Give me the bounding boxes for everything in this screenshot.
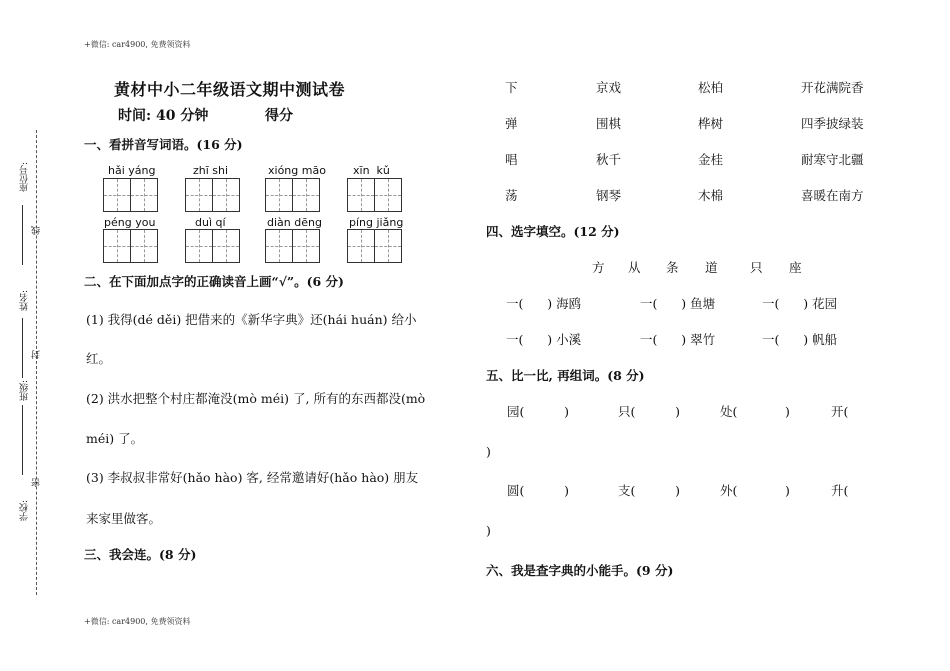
pinyin-5: péng you	[104, 216, 156, 229]
tianzige-6[interactable]	[185, 229, 239, 263]
tianzige-1[interactable]	[103, 178, 157, 212]
compare-2-2[interactable]: 支( )	[618, 483, 680, 498]
choice-2: 从	[628, 260, 641, 275]
match-a-2: 弹	[505, 116, 518, 131]
match-d-3: 耐寒守北疆	[801, 152, 864, 167]
section-4-heading: 四、选字填空。(12 分)	[486, 224, 620, 239]
choice-3: 条	[666, 260, 679, 275]
seat-label: 座位号:	[20, 162, 30, 193]
xian-label: 线	[32, 226, 42, 235]
fill-2-3[interactable]: 一( ) 帆船	[762, 332, 838, 347]
choice-6: 座	[789, 260, 802, 275]
tianzige-4[interactable]	[347, 178, 401, 212]
tianzige-5[interactable]	[103, 229, 157, 263]
choice-4: 道	[705, 260, 718, 275]
match-d-4: 喜暖在南方	[801, 188, 864, 203]
name-line	[22, 318, 24, 378]
match-c-4: 木棉	[698, 188, 724, 203]
match-b-2: 围棋	[596, 116, 622, 131]
class-label: 班级:	[20, 380, 30, 402]
pinyin-8: píng jiǎng	[349, 216, 404, 229]
match-a-1: 下	[505, 80, 518, 95]
watermark-top: +微信: car4900, 免费领资料	[84, 40, 191, 49]
tianzige-2[interactable]	[185, 178, 239, 212]
compare-2-4[interactable]: 升(	[831, 483, 849, 498]
choice-5: 只	[750, 260, 763, 275]
match-a-3: 唱	[505, 152, 518, 167]
fill-1-1[interactable]: 一( ) 海鸥	[506, 296, 582, 311]
match-d-1: 开花满院香	[801, 80, 864, 95]
match-c-1: 松柏	[698, 80, 724, 95]
choice-1: 方	[592, 260, 605, 275]
school-label: 学校:	[20, 500, 30, 522]
question-2-2-line2: méi) 了。	[86, 431, 144, 446]
binding-line	[36, 130, 37, 595]
tianzige-7[interactable]	[265, 229, 319, 263]
match-a-4: 荡	[505, 188, 518, 203]
feng-label: 封	[32, 350, 42, 359]
match-b-3: 秋千	[596, 152, 622, 167]
section-3-heading: 三、我会连。(8 分)	[84, 547, 197, 562]
time-label: 时间: 40 分钟	[118, 108, 209, 124]
fill-2-1[interactable]: 一( ) 小溪	[506, 332, 582, 347]
pinyin-2: zhī shi	[193, 164, 229, 177]
pinyin-3: xióng māo	[268, 164, 326, 177]
fill-2-2[interactable]: 一( ) 翠竹	[640, 332, 716, 347]
question-2-1-line2: 红。	[86, 351, 112, 366]
tianzige-3[interactable]	[265, 178, 319, 212]
question-2-2-line1: (2) 洪水把整个村庄都淹没(mò méi) 了, 所有的东西都没(mò	[86, 391, 426, 406]
pinyin-6: duì qí	[195, 216, 226, 229]
compare-2-tail: )	[486, 523, 491, 538]
compare-1-1[interactable]: 园( )	[507, 404, 569, 419]
match-d-2: 四季披绿装	[801, 116, 864, 131]
fill-1-3[interactable]: 一( ) 花园	[762, 296, 838, 311]
compare-2-1[interactable]: 圆( )	[507, 483, 569, 498]
page-title: 黄材中小二年级语文期中测试卷	[114, 80, 346, 99]
match-c-3: 金桂	[698, 152, 724, 167]
pinyin-4: xīn kǔ	[353, 164, 390, 177]
compare-1-4[interactable]: 开(	[831, 404, 849, 419]
match-c-2: 桦树	[698, 116, 724, 131]
class-line	[22, 405, 24, 475]
pinyin-7: diàn dēng	[267, 216, 322, 229]
section-1-heading: 一、看拼音写词语。(16 分)	[84, 137, 243, 152]
fill-1-2[interactable]: 一( ) 鱼塘	[640, 296, 716, 311]
pinyin-1: hǎi yáng	[108, 164, 156, 177]
section-2-heading: 二、在下面加点字的正确读音上画“√”。(6 分)	[84, 274, 344, 289]
seat-line	[22, 205, 24, 265]
question-2-1-line1: (1) 我得(dé děi) 把借来的《新华字典》还(hái huán) 给小	[86, 312, 417, 327]
mi-label: 密	[32, 478, 42, 487]
match-b-4: 钢琴	[596, 188, 622, 203]
section-6-heading: 六、我是查字典的小能手。(9 分)	[486, 563, 674, 578]
compare-1-tail: )	[486, 444, 491, 459]
name-label: 姓名:	[20, 290, 30, 312]
question-2-3-line2: 来家里做客。	[86, 511, 162, 526]
match-b-1: 京戏	[596, 80, 622, 95]
tianzige-8[interactable]	[347, 229, 401, 263]
section-5-heading: 五、比一比, 再组词。(8 分)	[486, 368, 645, 383]
score-label: 得分	[265, 108, 293, 124]
watermark-bottom: +微信: car4900, 免费领资料	[84, 617, 191, 626]
compare-1-3[interactable]: 处( )	[720, 404, 790, 419]
compare-2-3[interactable]: 外( )	[720, 483, 790, 498]
question-2-3-line1: (3) 李叔叔非常好(hǎo hào) 客, 经常邀请好(hǎo hào) 朋友	[86, 470, 419, 485]
compare-1-2[interactable]: 只( )	[618, 404, 680, 419]
